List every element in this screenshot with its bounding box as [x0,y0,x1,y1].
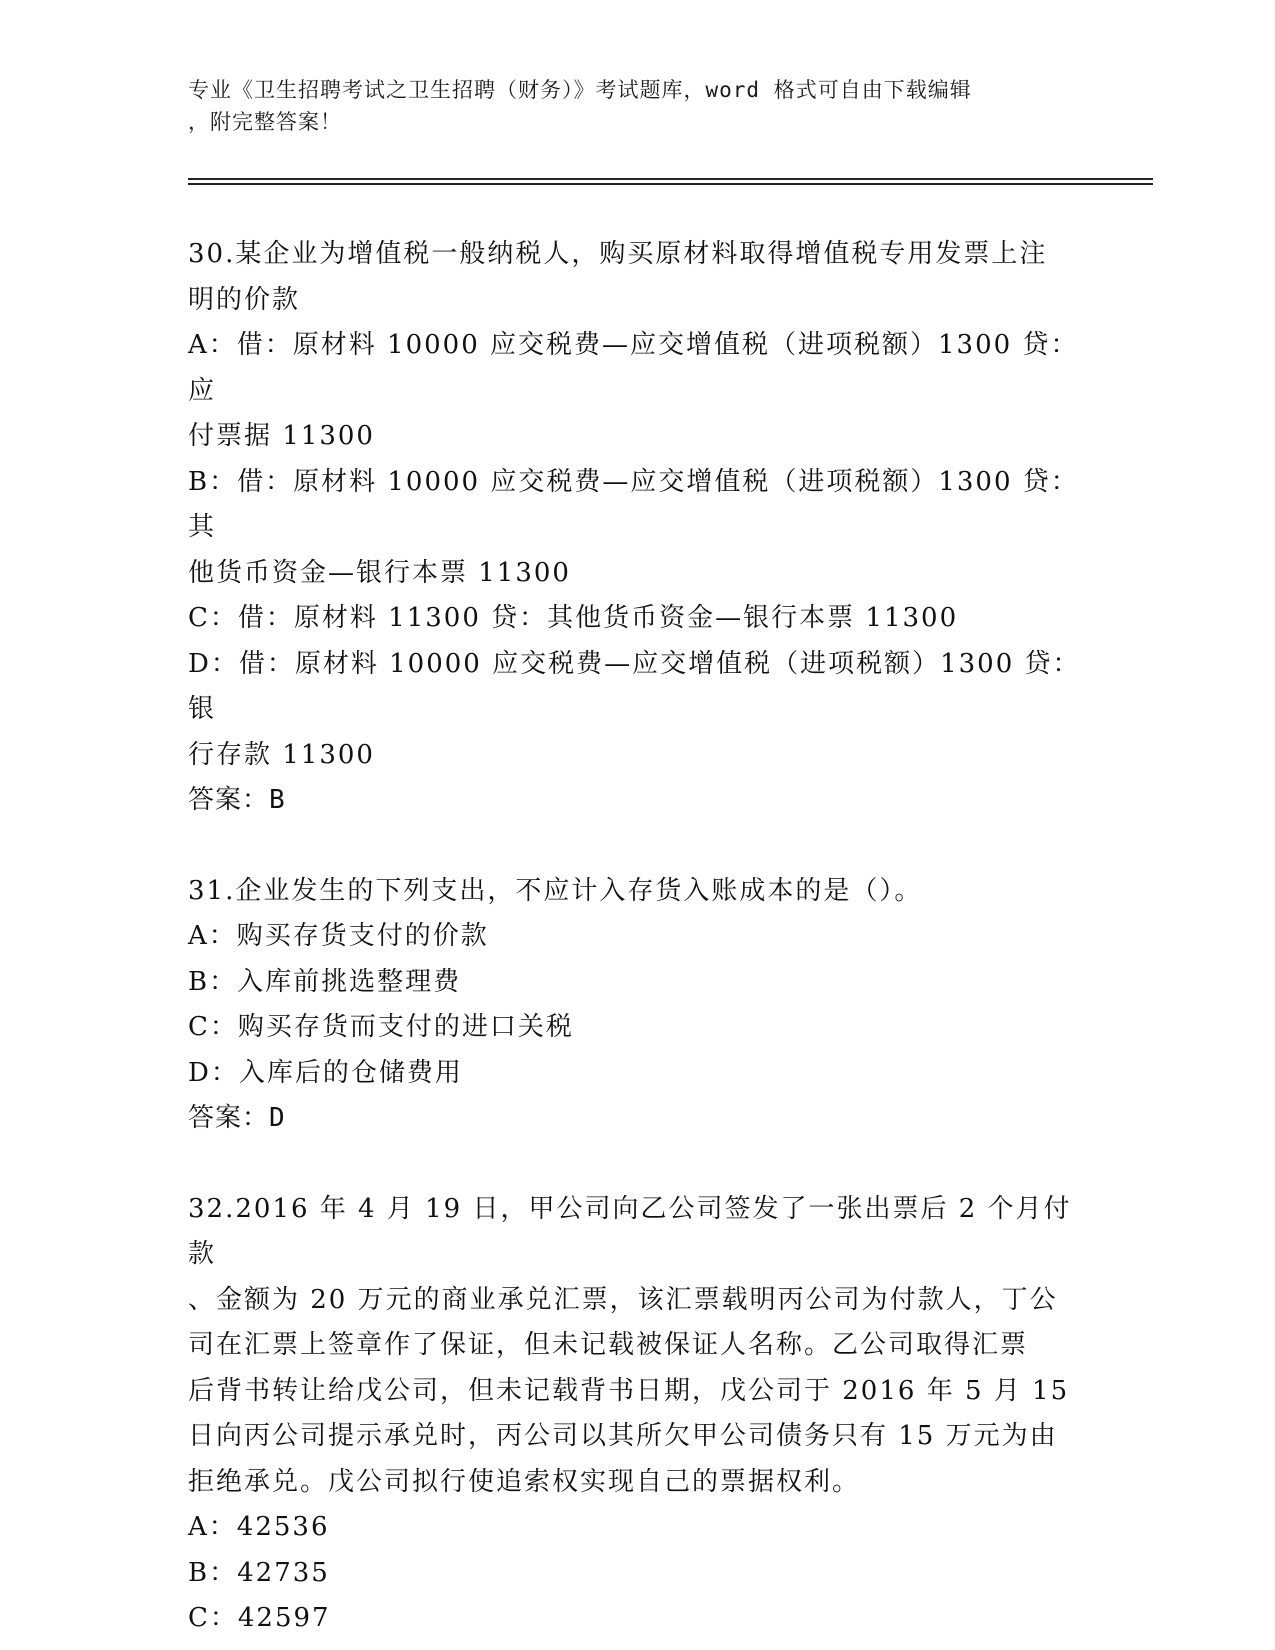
answer-option-line: C：借：原材料 11300 贷：其他货币资金—银行本票 11300 [188,603,959,633]
answer-option [188,460,1088,597]
correct-answer: 答案：D [188,1103,286,1133]
answer-option-line: B：42735 [188,1557,330,1588]
question-stem-line: 明的价款 [188,284,301,315]
answer-option-line: C：42597 [188,1603,331,1633]
answer-option-line: D：入库后的仓储费用 [188,1057,463,1088]
answer-option [188,1551,1088,1597]
question-stem-line: 日向丙公司提示承兑时，丙公司以其所欠甲公司债务只有 15 万元为由 [188,1421,1058,1451]
answer-option-line: B：借：原材料 10000 应交税费—应交增值税（进项税额）1300 贷：其 [188,466,1079,542]
header-line-2: ，附完整答案！ [188,110,342,134]
answer-option [188,1005,1088,1051]
question-stem-line: 司在汇票上签章作了保证，但未记载被保证人名称。乙公司取得汇票 [188,1330,1029,1360]
answer-option [188,596,1088,642]
answer-option-line: A：42536 [188,1512,330,1542]
question-block [188,1187,1088,1642]
answer-option-line: A：购买存货支付的价款 [188,921,489,951]
answer-option-line: 行存款 11300 [188,739,375,770]
answer-option [188,914,1088,960]
answer-option-line: 付票据 11300 [188,421,375,451]
answer-option [188,960,1088,1006]
answer-option-line: A：借：原材料 10000 应交税费—应交增值税（进项税额）1300 贷：应 [188,330,1079,406]
answer-option-line: D：借：原材料 10000 应交税费—应交增值税（进项税额）1300 贷：银 [188,648,1081,724]
question-stem-line: 32.2016 年 4 月 19 日，甲公司向乙公司签发了一张出票后 2 个月付款 [188,1193,1072,1269]
answer-option [188,323,1088,460]
question-block [188,869,1088,1142]
question-spacer [188,1142,1088,1187]
header-line-1: 专业《卫生招聘考试之卫生招聘（财务）》考试题库，word 格式可自由下载编辑 [188,78,972,102]
header-divider-top [188,178,1153,180]
question-block [188,232,1088,824]
question-stem-line: 后背书转让给戊公司，但未记载背书日期，戊公司于 2016 年 5 月 15 [188,1375,1070,1406]
answer-option [188,642,1088,779]
answer-option-line: 他货币资金—银行本票 11300 [188,557,571,588]
question-list [188,232,1088,1642]
answer-option-line: B：入库前挑选整理费 [188,966,462,997]
answer-option [188,1596,1088,1642]
header-divider-bottom [188,183,1153,185]
question-stem-line: 30.某企业为增值税一般纳税人，购买原材料取得增值税专用发票上注 [188,239,1048,269]
question-spacer [188,824,1088,869]
question-stem-line: 拒绝承兑。戊公司拟行使追索权实现自己的票据权利。 [188,1466,861,1497]
question-stem-line: 31.企业发生的下列支出，不应计入存货入账成本的是（）。 [188,875,923,906]
question-stem-line: 、金额为 20 万元的商业承兑汇票，该汇票载明丙公司为付款人，丁公 [188,1284,1058,1315]
correct-answer: 答案：B [188,785,286,815]
document-header [188,74,1068,138]
answer-option [188,1051,1088,1097]
answer-option-line: C：购买存货而支付的进口关税 [188,1012,574,1042]
answer-option [188,1505,1088,1551]
